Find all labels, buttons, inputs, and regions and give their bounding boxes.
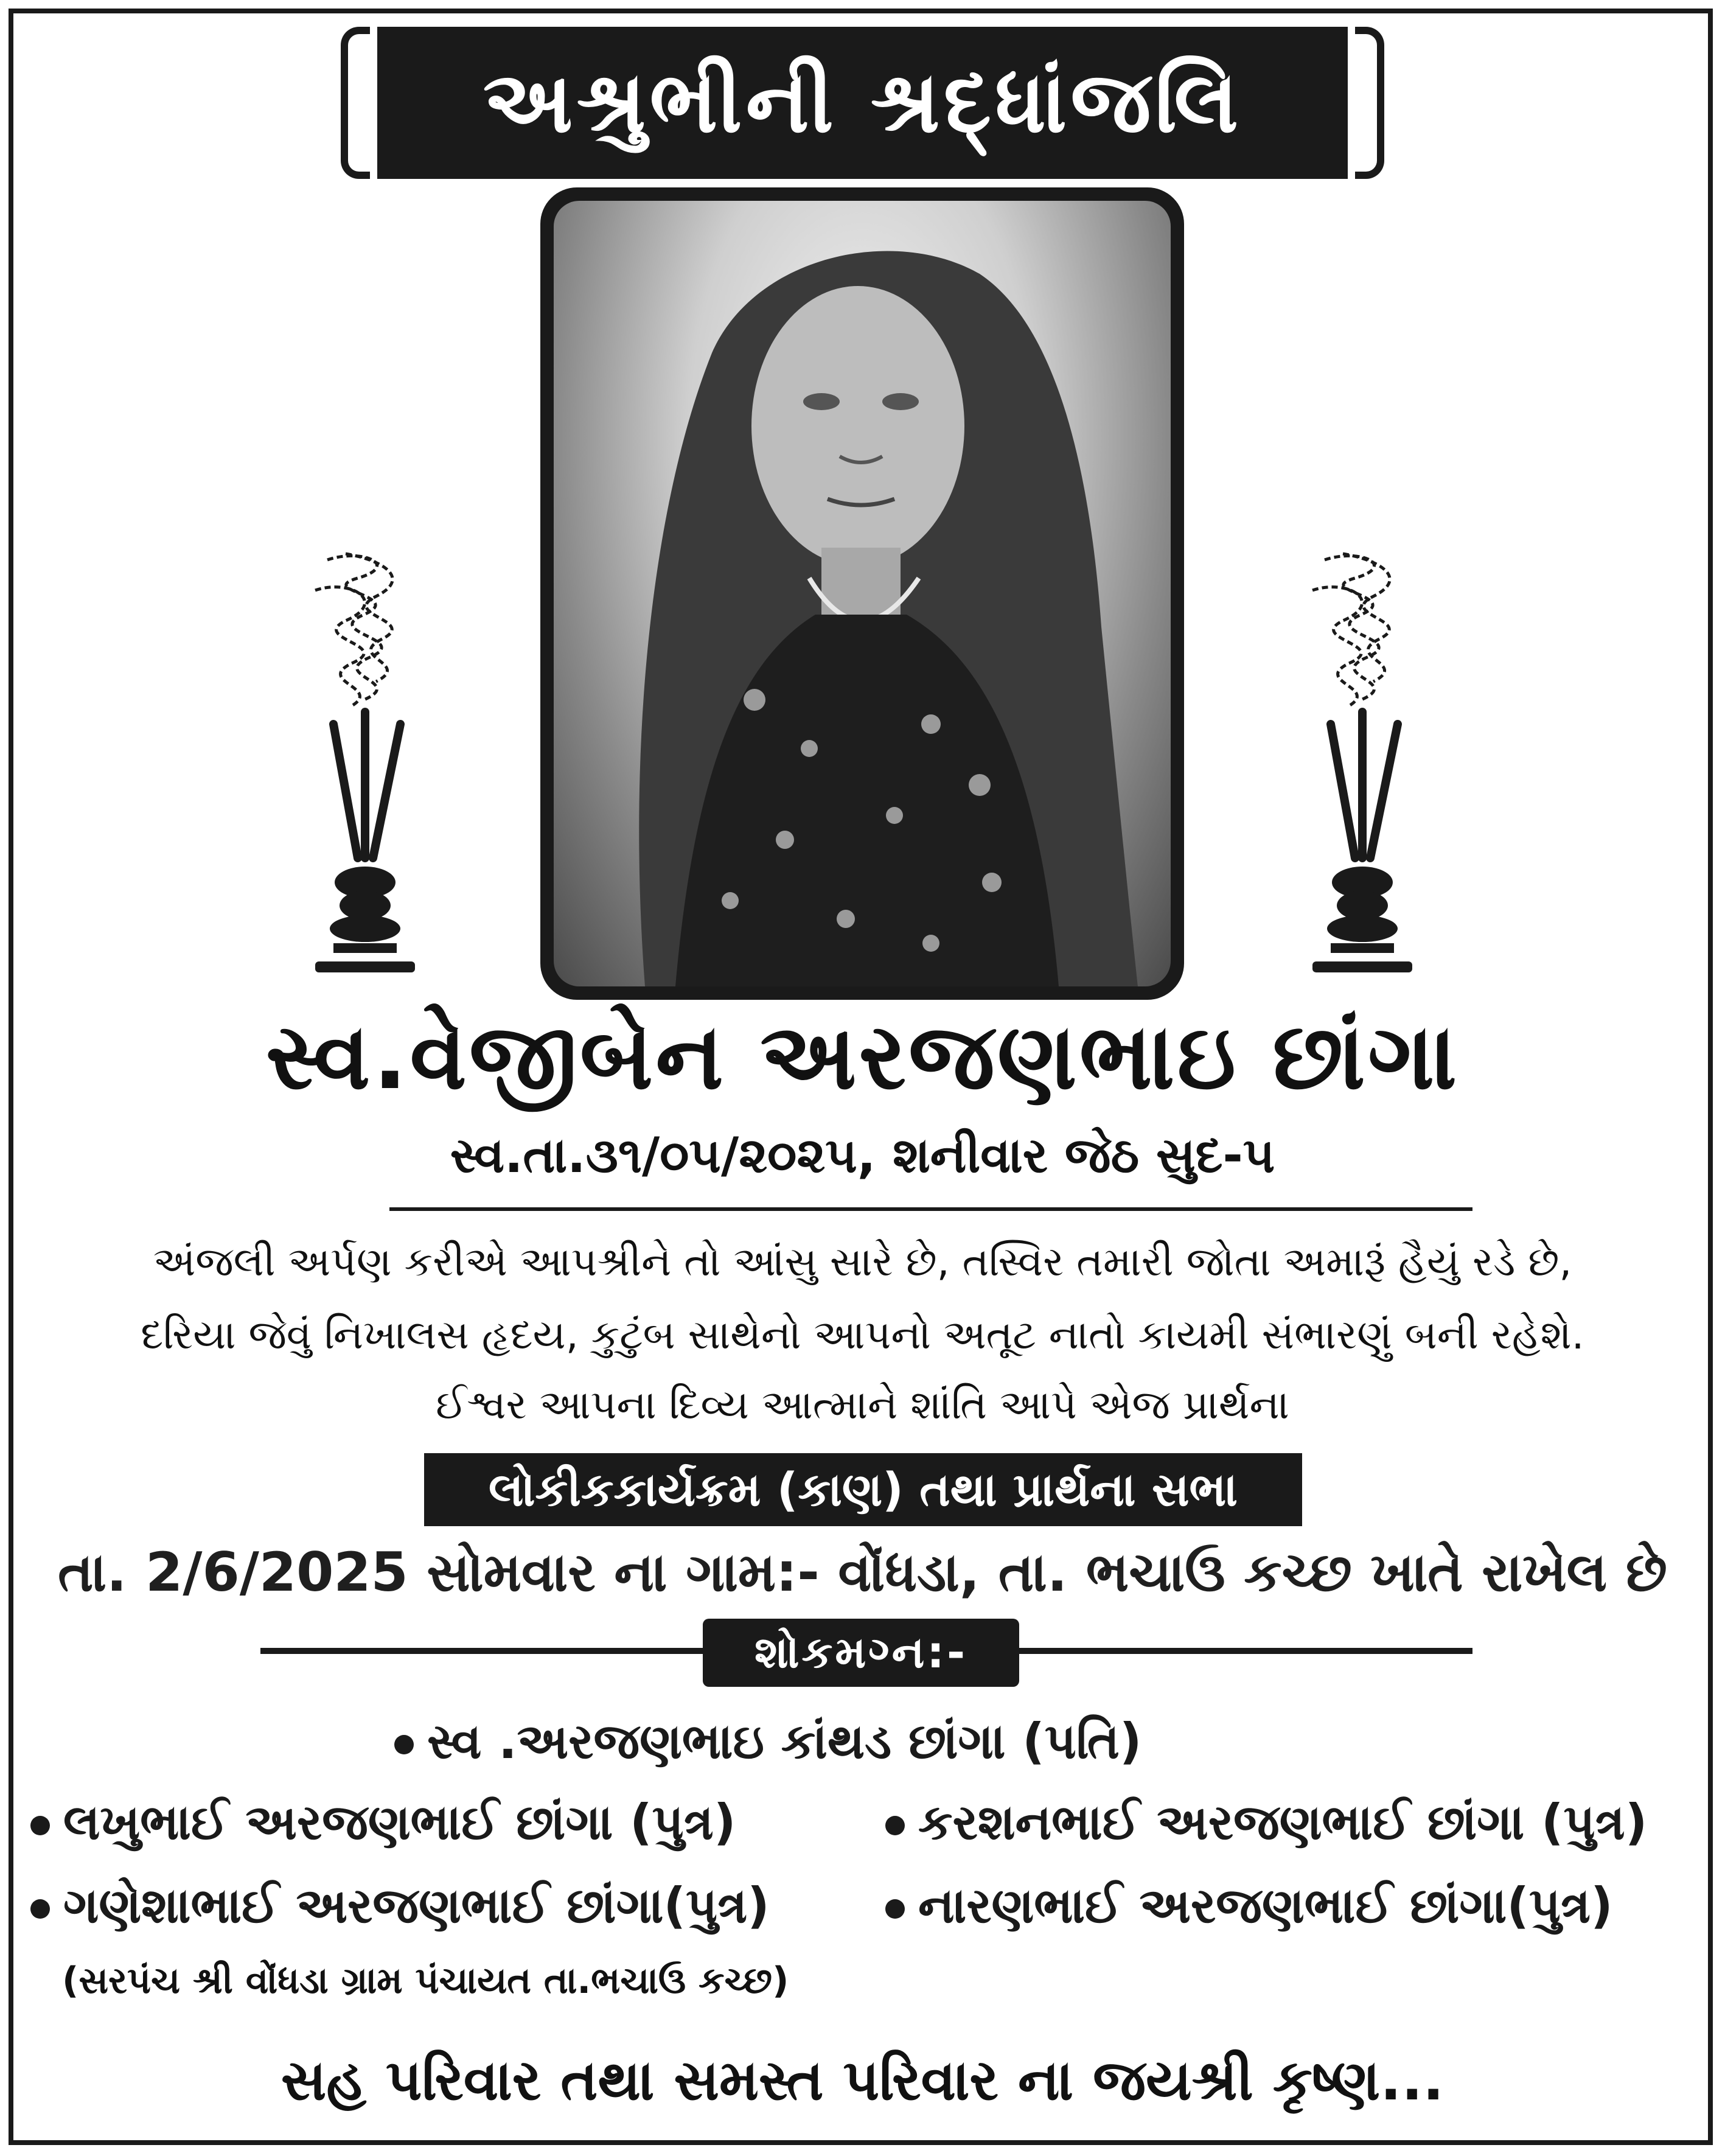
- bullet-icon: [30, 1816, 50, 1835]
- divider-right: [1010, 1648, 1472, 1654]
- bullet-icon: [885, 1899, 905, 1919]
- tribute-line-1: અંજલી અર્પણ કરીએ આપશ્રીને તો આંસુ સારે છે, તસ્વિર તમારી જોતા અમારૂં હૈયું રડે છે,: [153, 1238, 1572, 1285]
- mourner-item: [394, 1713, 1141, 1770]
- bullet-icon: [30, 1899, 50, 1919]
- ceremony-banner: લોકીકકાર્યક્રમ (કાણ) તથા પ્રાર્થના સભા: [424, 1453, 1302, 1526]
- tribute-line-3: ઈશ્વર આપના દિવ્ય આત્માને શાંતિ આપે એજ પ્રાર્થના: [436, 1381, 1289, 1428]
- bullet-icon: [394, 1735, 414, 1754]
- banner-cap-right: [1355, 27, 1384, 179]
- portrait-photo: [554, 201, 1171, 986]
- title-banner: [341, 27, 1384, 179]
- mourner-name: કરશનભાઈ અરજણભાઈ છાંગા (પુત્ર): [918, 1794, 1648, 1851]
- tribute-line-2: દરિયા જેવું નિખાલસ હૃદય, કુટુંબ સાથેનો આપનો અતૂટ નાતો કાયમી સંભારણું બની રહેશે.: [141, 1311, 1584, 1358]
- incense-icon: [1288, 542, 1434, 980]
- divider: [389, 1207, 1472, 1211]
- deceased-name: સ્વ.વેજીબેન અરજણભાઇ છાંગા: [265, 1004, 1460, 1110]
- ceremony-detail: તા. 2/6/2025 સોમવાર ના ગામ:- વોંધડા, તા. ભચાઉ કચ્છ ખાતે રાખેલ છે: [58, 1541, 1667, 1603]
- portrait-figure: [554, 201, 1171, 986]
- banner-cap-left: [341, 27, 370, 179]
- portrait-frame: [540, 187, 1184, 1000]
- mourner-item: [30, 1877, 770, 1934]
- mourner-item: [30, 1794, 736, 1851]
- mourner-name: લખુભાઈ અરજણભાઈ છાંગા (પુત્ર): [63, 1794, 736, 1851]
- death-date: સ્વ.તા.૩૧/૦૫/૨૦૨૫, શનીવાર જેઠ સુદ-૫: [450, 1127, 1275, 1184]
- page-title: અશ્રુભીની શ્રદ્ધાંજલિ: [483, 53, 1242, 152]
- mourner-note: (સરપંચ શ્રી વોંધડા ગ્રામ પંચાયત તા.ભચાઉ કચ્છ): [62, 1959, 789, 2002]
- mourner-item: [885, 1794, 1647, 1851]
- divider-left: [260, 1648, 714, 1654]
- mourner-name: નારણભાઈ અરજણભાઈ છાંગા(પુત્ર): [918, 1877, 1613, 1934]
- mourner-item: [885, 1877, 1613, 1934]
- bullet-icon: [885, 1816, 905, 1835]
- incense-icon: [291, 542, 437, 980]
- mourner-name: સ્વ .અરજણભાઇ કાંથડ છાંગા (પતિ): [427, 1713, 1142, 1770]
- mourners-heading: શોકમગ્ન:-: [703, 1619, 1019, 1687]
- closing-line: સહ પરિવાર તથા સમસ્ત પરિવાર ના જયશ્રી કૃષ્ણ...: [281, 2048, 1444, 2113]
- mourner-name: ગણેશાભાઈ અરજણભાઈ છાંગા(પુત્ર): [63, 1877, 770, 1934]
